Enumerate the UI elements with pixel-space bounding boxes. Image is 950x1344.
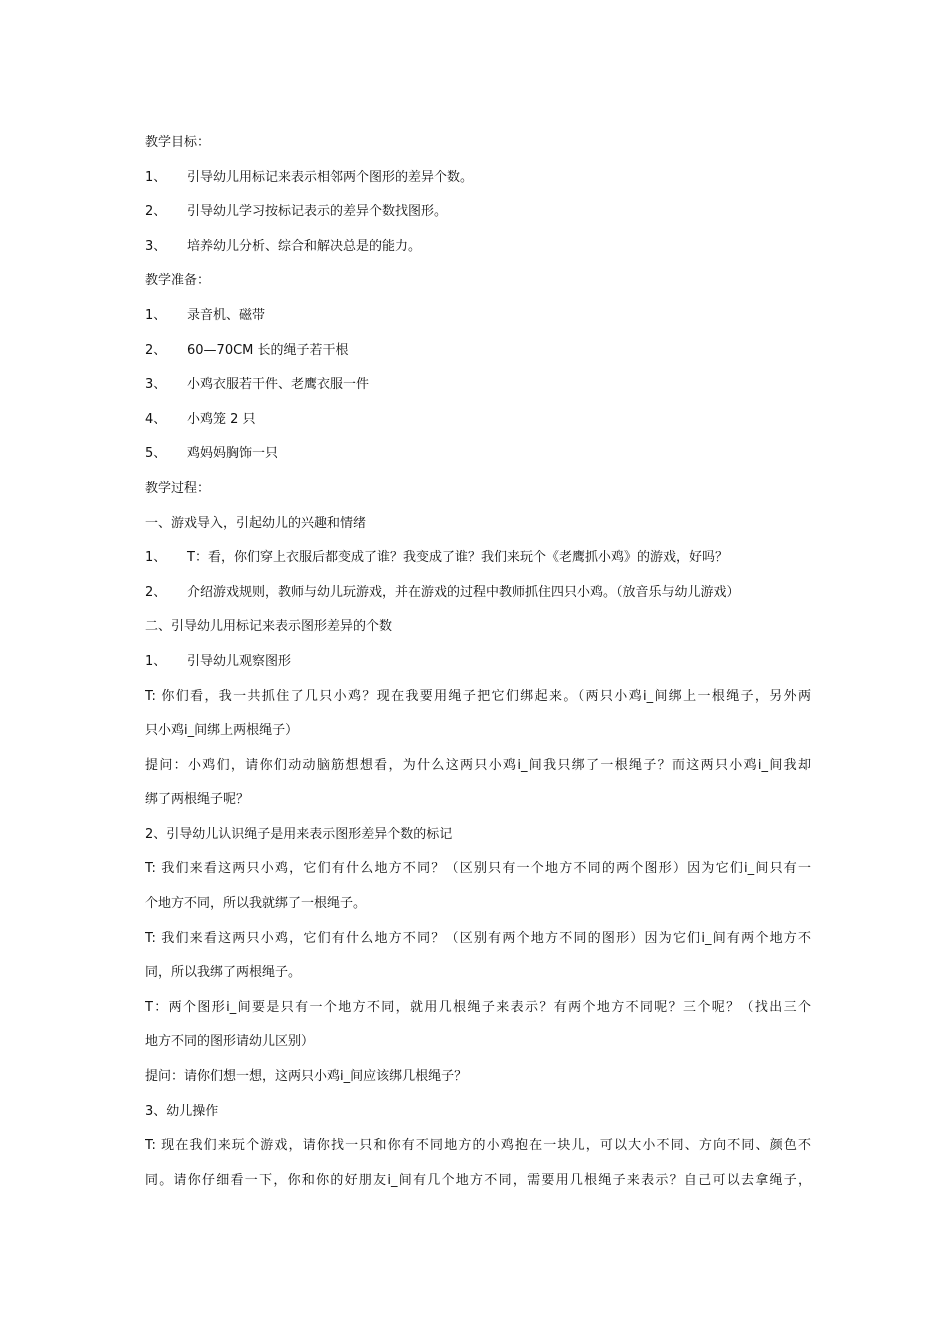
line-text: 引导幼儿用标记来表示相邻两个图形的差异个数。 bbox=[187, 169, 474, 185]
line-text: 地方不同的图形请幼儿区别） bbox=[145, 1034, 315, 1050]
line-text: 小鸡衣服若干件、老鹰衣服一件 bbox=[187, 377, 370, 393]
list-number: 2、 bbox=[145, 204, 167, 220]
list-item bbox=[145, 403, 811, 438]
line-text: T: 现在我们来玩个游戏，请你找一只和你有不同地方的小鸡抱在一块儿，可以大小不同、方向不同、颜色不 bbox=[145, 1138, 811, 1154]
line-text: 60—70CM 长的绳子若干根 bbox=[187, 342, 349, 358]
line-text: T：看，你们穿上衣服后都变成了谁？我变成了谁？我们来玩个《老鹰抓小鸡》的游戏，好吗？ bbox=[187, 550, 728, 566]
list-item bbox=[145, 541, 811, 576]
subsection-heading bbox=[145, 507, 811, 542]
list-number: 1、 bbox=[145, 653, 167, 669]
line-text: 2、引导幼儿认识绳子是用来表示图形差异个数的标记 bbox=[145, 826, 453, 842]
line-text: 个地方不同，所以我就绑了一根绳子。 bbox=[145, 896, 367, 912]
line-text: 同。请你仔细看一下，你和你的好朋友i_间有几个地方不同，需要用几根绳子来表示？自己可以去拿绳子， bbox=[145, 1172, 811, 1188]
line-text: 二、引导幼儿用标记来表示图形差异的个数 bbox=[145, 619, 393, 635]
line-text: T: 我们来看这两只小鸡，它们有什么地方不同？（区别有两个地方不同的图形）因为它们i_间有两个地方不 bbox=[145, 930, 811, 946]
line-text: 引导幼儿学习按标记表示的差异个数找图形。 bbox=[187, 204, 448, 220]
paragraph-line bbox=[145, 749, 811, 784]
paragraph-line bbox=[145, 1164, 811, 1199]
paragraph-line bbox=[145, 852, 811, 887]
list-item bbox=[145, 334, 811, 369]
line-text: 同，所以我绑了两根绳子。 bbox=[145, 965, 302, 981]
paragraph-line bbox=[145, 1129, 811, 1164]
list-number: 3、 bbox=[145, 238, 167, 254]
list-item bbox=[145, 195, 811, 230]
line-text: 提问：请你们想一想，这两只小鸡i_间应该绑几根绳子？ bbox=[145, 1069, 468, 1085]
line-text: T：两个图形i_间要是只有一个地方不同，就用几根绳子来表示？有两个地方不同呢？三个呢？（找出三个 bbox=[145, 999, 811, 1015]
line-text: 培养幼儿分析、综合和解决总是的能力。 bbox=[187, 238, 422, 254]
section-heading-process bbox=[145, 472, 811, 507]
paragraph-line bbox=[145, 991, 811, 1026]
subsection-heading bbox=[145, 610, 811, 645]
list-item bbox=[145, 576, 811, 611]
list-item bbox=[145, 368, 811, 403]
list-number: 2、 bbox=[145, 584, 167, 600]
line-text: 教学目标： bbox=[145, 135, 211, 150]
paragraph-line bbox=[145, 783, 811, 818]
paragraph-line bbox=[145, 887, 811, 922]
line-text: 教学准备： bbox=[145, 273, 211, 289]
line-text: 3、幼儿操作 bbox=[145, 1103, 219, 1119]
list-number: 4、 bbox=[145, 411, 167, 427]
paragraph-line bbox=[145, 680, 811, 715]
paragraph-line bbox=[145, 1025, 811, 1060]
list-number: 3、 bbox=[145, 377, 167, 393]
line-text: 提问：小鸡们，请你们动动脑筋想想看，为什么这两只小鸡i_间我只绑了一根绳子？而这两只小鸡i_间我却 bbox=[145, 757, 811, 773]
line-text: T: 我们来看这两只小鸡，它们有什么地方不同？（区别只有一个地方不同的两个图形）因为它们i_间只有一 bbox=[145, 861, 811, 877]
list-item bbox=[145, 437, 811, 472]
list-number: 5、 bbox=[145, 446, 167, 462]
line-text: 教学过程： bbox=[145, 480, 211, 496]
paragraph-line bbox=[145, 1060, 811, 1095]
subsection-heading bbox=[145, 1095, 811, 1130]
line-text: 录音机、磁带 bbox=[187, 307, 266, 323]
line-text: 鸡妈妈胸饰一只 bbox=[187, 446, 279, 462]
line-text: 一、游戏导入，引起幼儿的兴趣和情绪 bbox=[145, 515, 367, 531]
line-text: 绑了两根绳子呢？ bbox=[145, 792, 250, 808]
line-text: 小鸡笼 2 只 bbox=[187, 411, 256, 427]
paragraph-line bbox=[145, 922, 811, 957]
section-heading-goals bbox=[145, 126, 811, 161]
list-number: 1、 bbox=[145, 550, 167, 566]
line-text: 只小鸡i_间绑上两根绳子） bbox=[145, 723, 299, 739]
document-body bbox=[145, 126, 811, 1198]
line-text: T: 你们看，我一共抓住了几只小鸡？现在我要用绳子把它们绑起来。（两只小鸡i_间绑上一根绳子，另外两 bbox=[145, 688, 811, 704]
list-item bbox=[145, 161, 811, 196]
subsection-heading bbox=[145, 818, 811, 853]
list-number: 2、 bbox=[145, 342, 167, 358]
list-number: 1、 bbox=[145, 307, 167, 323]
list-item bbox=[145, 230, 811, 265]
section-heading-preparation bbox=[145, 264, 811, 299]
paragraph-line bbox=[145, 956, 811, 991]
line-text: 介绍游戏规则，教师与幼儿玩游戏，并在游戏的过程中教师抓住四只小鸡。（放音乐与幼儿游戏） bbox=[187, 584, 740, 600]
paragraph-line bbox=[145, 714, 811, 749]
list-number: 1、 bbox=[145, 169, 167, 185]
list-item bbox=[145, 299, 811, 334]
line-text: 引导幼儿观察图形 bbox=[187, 653, 292, 669]
list-item bbox=[145, 645, 811, 680]
